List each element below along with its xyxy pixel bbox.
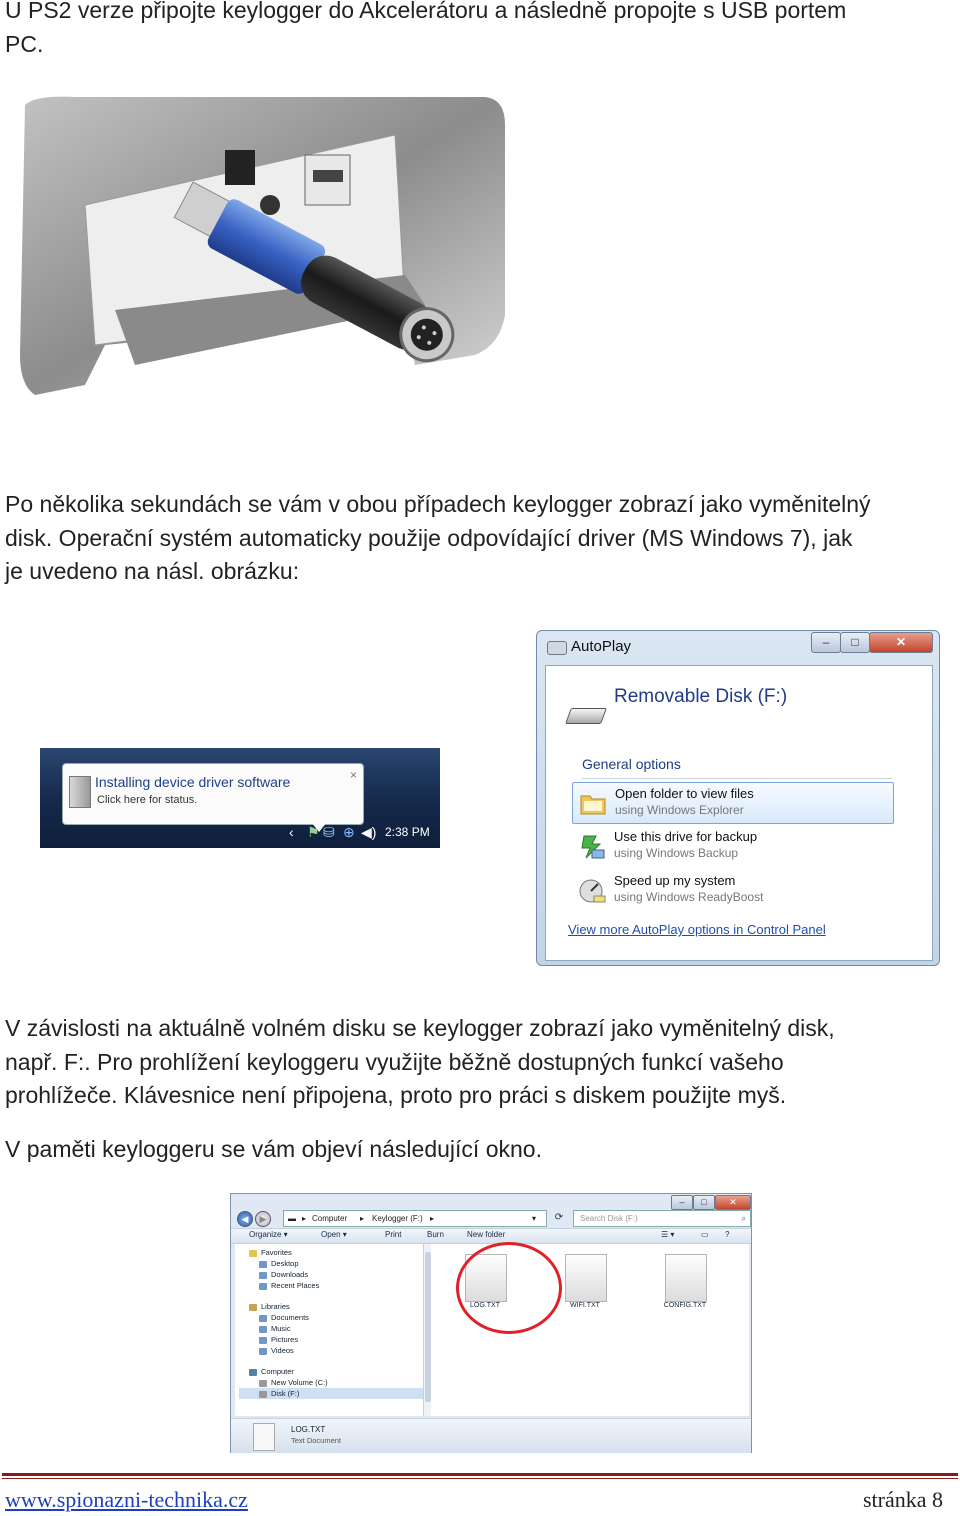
breadcrumb-keylogger[interactable]: Keylogger (F:)	[372, 1214, 423, 1223]
close-icon[interactable]: ×	[349, 768, 357, 782]
nav-favorites[interactable]: Favorites	[249, 1248, 292, 1257]
file-name: WIFI.TXT	[570, 1302, 600, 1309]
navigation-bar	[235, 1210, 749, 1226]
autoplay-window	[536, 630, 940, 966]
page-number: stránka 8	[863, 1487, 944, 1512]
keylogger-photo	[15, 95, 510, 405]
text-file-icon	[665, 1254, 707, 1302]
details-pane	[231, 1418, 751, 1453]
text-file-icon	[565, 1254, 607, 1302]
text-file-icon	[253, 1423, 275, 1451]
chevron-right-icon: ▸	[302, 1214, 307, 1223]
forward-button[interactable]: ▶	[255, 1211, 271, 1227]
window-title: AutoPlay	[571, 638, 632, 655]
general-options-heading: General options	[582, 756, 681, 772]
address-bar[interactable]	[283, 1210, 547, 1227]
text-line: PC.	[5, 30, 44, 57]
text-line: Po několika sekundách se vám v obou případech keylogger zobrazí jako vyměnitelný	[5, 491, 871, 517]
footer-rule	[2, 1478, 958, 1479]
file-name: CONFIG.TXT	[663, 1302, 707, 1309]
text-line: je uvedeno na násl. obrázku:	[5, 558, 300, 584]
option-sublabel: using Windows Explorer	[615, 803, 744, 817]
network-icon[interactable]: ⊕	[343, 824, 355, 840]
navigation-pane	[235, 1244, 424, 1416]
file-wifi-txt[interactable]	[553, 1254, 613, 1314]
nav-disk-f[interactable]: Disk (F:)	[239, 1388, 439, 1399]
volume-icon[interactable]: ◀)	[361, 824, 377, 840]
nav-desktop[interactable]: Desktop	[259, 1259, 299, 1268]
search-icon[interactable]: ⌕	[741, 1214, 746, 1223]
footer-website-link[interactable]: www.spionazni-technika.cz	[5, 1487, 248, 1512]
back-button[interactable]: ◀	[237, 1211, 253, 1227]
nav-documents[interactable]: Documents	[259, 1313, 309, 1322]
chevron-left-icon[interactable]: ‹	[289, 824, 294, 840]
autoplay-logo-icon	[547, 641, 567, 655]
option-backup[interactable]	[572, 826, 892, 866]
nav-music[interactable]: Music	[259, 1324, 291, 1333]
selected-file-type: Text Document	[291, 1436, 342, 1445]
chevron-right-icon: ▸	[430, 1214, 435, 1223]
notification-subtitle: Click here for status.	[97, 794, 198, 806]
nav-videos[interactable]: Videos	[259, 1346, 294, 1355]
removable-disk-paragraph	[5, 488, 871, 589]
notification-title: Installing device driver software	[95, 774, 291, 790]
view-options-icon[interactable]: ☰ ▾	[661, 1230, 675, 1239]
explorer-window	[230, 1193, 752, 1453]
text-line: U PS2 verze připojte keylogger do Akcelerátoru a následně propojte s USB portem	[5, 0, 847, 23]
file-name: LOG.TXT	[470, 1302, 500, 1309]
new-folder-button[interactable]: New folder	[467, 1230, 506, 1239]
notification-balloon[interactable]	[62, 763, 364, 825]
intro-paragraph	[5, 0, 846, 61]
nav-new-volume-c[interactable]: New Volume (C:)	[259, 1378, 328, 1387]
system-tray	[285, 818, 440, 848]
close-button[interactable]: ✕	[715, 1195, 751, 1210]
disk-title: Removable Disk (F:)	[614, 686, 788, 707]
close-button[interactable]: ✕	[869, 632, 933, 653]
driver-notification-screenshot	[40, 748, 440, 848]
option-open-folder[interactable]	[572, 782, 894, 824]
text-line: V paměti keyloggeru se vám objeví následující okno.	[5, 1136, 542, 1162]
control-panel-link[interactable]: View more AutoPlay options in Control Panel	[568, 922, 826, 937]
footer-rule	[2, 1473, 958, 1476]
chevron-down-icon[interactable]: ▾	[532, 1214, 537, 1223]
browse-paragraph	[5, 1012, 835, 1113]
divider	[582, 778, 892, 779]
option-label: Open folder to view files	[615, 786, 754, 801]
flag-icon[interactable]: ⚑	[307, 824, 320, 840]
nav-pictures[interactable]: Pictures	[259, 1335, 298, 1344]
help-icon[interactable]: ?	[725, 1230, 730, 1239]
breadcrumb-computer[interactable]: Computer	[312, 1214, 348, 1223]
nav-computer[interactable]: Computer	[249, 1367, 294, 1376]
text-line: disk. Operační systém automaticky použije odpovídající driver (MS Windows 7), jak	[5, 524, 853, 551]
usb-icon[interactable]: ⛁	[323, 824, 335, 840]
text-line: prohlížeče. Klávesnice není připojena, proto pro práci s diskem použijte myš.	[5, 1082, 787, 1108]
text-line: V závislosti na aktuálně volném disku se keylogger zobrazí jako vyměnitelný disk,	[5, 1015, 835, 1041]
option-label: Use this drive for backup	[614, 829, 758, 844]
minimize-button[interactable]: –	[811, 632, 841, 653]
removable-disk-icon	[565, 708, 607, 724]
file-log-txt[interactable]	[453, 1254, 513, 1314]
nav-downloads[interactable]: Downloads	[259, 1270, 308, 1279]
command-bar	[231, 1228, 751, 1244]
minimize-button[interactable]: –	[671, 1195, 693, 1210]
usb-drive-icon	[69, 776, 91, 808]
nav-libraries[interactable]: Libraries	[249, 1302, 290, 1311]
maximize-button[interactable]: □	[840, 632, 870, 653]
option-sublabel: using Windows Backup	[614, 846, 739, 860]
chevron-right-icon: ▸	[360, 1214, 365, 1223]
burn-button[interactable]: Burn	[427, 1230, 444, 1239]
maximize-button[interactable]: □	[693, 1195, 715, 1210]
refresh-icon[interactable]: ⟳	[554, 1212, 564, 1223]
window-paragraph	[5, 1133, 542, 1167]
folder-icon: ▬	[288, 1214, 296, 1223]
open-button[interactable]: Open ▾	[321, 1230, 347, 1239]
file-list	[431, 1244, 749, 1416]
text-line: např. F:. Pro prohlížení keyloggeru využijte běžně dostupných funkcí vašeho	[5, 1048, 784, 1075]
nav-recent-places[interactable]: Recent Places	[259, 1281, 319, 1290]
search-placeholder: Search Disk (F:)	[580, 1214, 638, 1223]
selected-file-name: LOG.TXT	[291, 1425, 326, 1434]
preview-pane-icon[interactable]: ▭	[701, 1230, 709, 1239]
search-input[interactable]	[573, 1210, 751, 1227]
clock[interactable]: 2:38 PM	[385, 825, 430, 839]
folder-icon	[579, 789, 607, 817]
backup-icon	[578, 832, 606, 860]
option-readyboost[interactable]	[572, 870, 892, 910]
organize-button[interactable]: Organize ▾	[249, 1230, 288, 1239]
autoplay-body	[545, 665, 933, 961]
print-button[interactable]: Print	[385, 1230, 402, 1239]
option-label: Speed up my system	[614, 873, 736, 888]
speedometer-icon	[578, 876, 606, 904]
highlight-circle	[456, 1242, 562, 1334]
file-config-txt[interactable]	[653, 1254, 713, 1314]
option-sublabel: using Windows ReadyBoost	[614, 890, 764, 904]
